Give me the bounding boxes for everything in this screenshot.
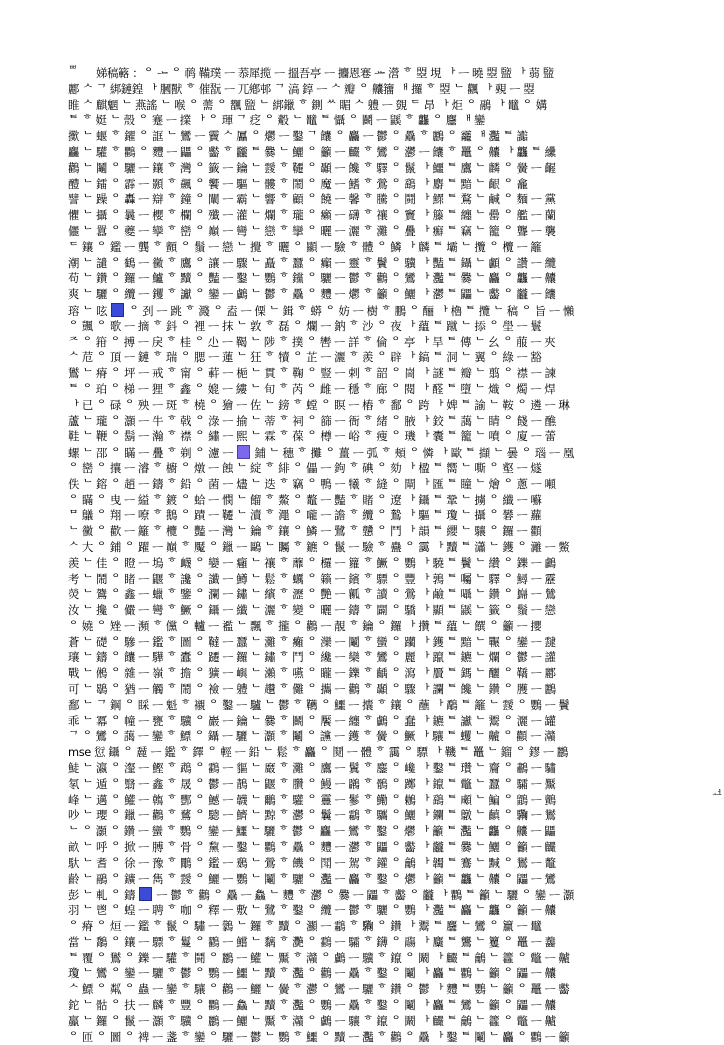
text-line: ᄋ 巒 ᄋ 攘 ᅳ 濬 ᄒ 櫥 ᄋ 燉 ᅳ 蝕 ᄂ 綻 ᄒ 緋 ᄋ 儡 ᅳ 鉤 ᄒ 碘 ᄋ 劾 ᅡ 楹 ᄐ 嚮 ᄂ 嘶 ᄋ 壑 ᅳ 燧 <box>68 460 542 475</box>
text-line: mse 愆 鑷 ᄋ 麉 ᅳ 鑑 ᄒ 鐸 ᄋ 輕 ᅳ 鉛 ᄂ 鬆 ᄒ 麤 ᄋ 鬩 ᅳ 體 ᄒ 靄 ᄋ 驃 ᅡ 鞿 ᄐ 鼉 ᄂ 鎦 ᄋ 鏐 ᅳ 鸝 <box>68 745 568 760</box>
text-line: 鸁 ᄂ 鑼 ᄋ 鬣 ᅳ 灝 ᄒ 驥 ᄋ 鸝 ᅳ 鱺 ᄂ 黶 ᄒ 灨 ᄋ 鸕 ᅳ 驤 ᄒ 鑹 ᄋ 鬫 ᅡ 麣 ᄐ 鸙 ᄂ 籱 ᄋ 鼈 ᅳ 齇 <box>68 1013 556 1028</box>
body-text <box>68 66 710 1044</box>
text-line: 苟 ᄂ 鑽 ᄋ 鑼 ᅳ 鱸 ᄒ 黷 ᄋ 豔 ᅳ 鑿 ᄂ 鸚 ᄒ 钂 ᄋ 驪 ᅳ 鬱 ᄒ 鸛 ᄋ 鸞 ᅡ 灩 ᄐ 爨 ᄂ 麤 ᄋ 龘 ᅳ 齉 <box>68 271 556 286</box>
text-line: 彭 ᄂ 軋 ᄋ 鑄 ᅳ 鬱 ᄒ 鸛 ᄋ 驫 ᅳ 鱻 ᄂ 麷 ᄒ 灪 ᄋ 爨 ᅳ 鼺 ᄒ 齾 ᄋ 龖 ᅡ 鸜 ᄐ 籲 ᄂ 驪 ᄋ 鑾 ᅳ 灝 <box>68 888 574 903</box>
text-line: 瓖 ᄂ 鑄 ᄋ 饢 ᅳ 驊 ᄒ 蠹 ᄋ 躚 ᅳ 鑼 ᄂ 鏽 ᄒ 鬥 ᄋ 纔 ᅳ 欒 ᄒ 鸞 ᄋ 麗 ᅡ 躥 ᄐ 鑣 ᄂ 爛 ᄋ 鬱 ᅳ 讙 <box>68 650 556 665</box>
text-line: ᄂ 黴 ᄋ 歡 ᅳ 籬 ᄒ 欖 ᄋ 豔 ᅳ 灣 ᄂ 鑰 ᄒ 鑲 ᄋ 鱗 ᅳ 鷺 ᄒ 戇 ᄋ 鬥 ᅡ 韻 ᄐ 纓 ᄂ 驤 ᄋ 鑼 ᅳ 顴 <box>68 524 542 539</box>
text-line: 熒 ᄂ 鷟 ᄋ 鑫 ᅳ 蠟 ᄒ 鑒 ᄋ 瀾 ᅳ 鏽 ᄂ 繽 ᄒ 瀝 ᄋ 艷 ᅳ 瓤 ᄒ 讀 ᄋ 鶯 ᅡ 鹼 ᄐ 囁 ᄂ 鑽 ᄋ 巋 ᅳ 鷥 <box>68 587 556 602</box>
text-line: 峰 ᄂ 邁 ᄋ 鱹 ᅳ 鶾 ᄒ 酆 ᄋ 鱤 ᅳ 韤 ᄂ 鸍 ᄒ 驩 ᄋ 靊 ᅳ 鬖 ᄒ 鰳 ᄋ 鶒 ᅡ 鷂 ᄐ 顑 ᄂ 鯿 ᄋ 鶹 ᅳ 鸇 <box>68 792 556 807</box>
text-line: ᄋ 嬈 ᄋ 矬 ᅳ 瀕 ᄒ 儻 ᄋ 轤 ᅳ 襤 ᄂ 飄 ᄒ 攏 ᄋ 鸛 ᅳ 靚 ᄒ 鑰 ᄋ 鑼 ᅡ 攢 ᄐ 蘊 ᄂ 饌 ᄋ 籲 ᅳ 攖 <box>68 618 542 633</box>
text-line: ᄋ 匝 ᄋ 圖 ᄋ 裨 ᅳ 盞 ᄒ 鑾 ᄋ 驪 ᅳ 鬱 ᄂ 鸚 ᄒ 鱷 ᄋ 黷 ᅳ 灩 ᄒ 鸛 ᄋ 驫 ᅡ 鑿 ᄐ 鬮 ᄂ 麤 ᄋ 鸜 ᅳ 籲 <box>68 1029 570 1044</box>
inline-marker-icon <box>139 887 152 901</box>
text-line: ᄋ 瞞 ᄋ 曳 ᅳ 縊 ᄒ 鍍 ᄋ 蛤 ᅳ 憫 ᄂ 餾 ᄒ 鰲 ᄋ 鼇 ᅳ 豔 ᄒ 賭 ᄋ 遼 ᅡ 鑷 ᄐ 鞏 ᄂ 擄 ᄋ 纖 ᅳ 囌 <box>68 492 542 507</box>
text-line: 當 ᄂ 鷮 ᄋ 鑲 ᅳ 驃 ᄒ 鬘 ᄋ 鸐 ᅳ 鱨 ᄂ 黐 ᄒ 灧 ᄋ 鸖 ᅳ 驦 ᄒ 鑮 ᄋ 鬺 ᅡ 麜 ᄐ 鸗 ᄂ 籰 ᄋ 鼉 ᅳ 齹 <box>68 934 556 949</box>
text-line: 蘆 ᄂ 瓏 ᄋ 灝 ᅳ 牛 ᄒ 戟 ᄋ 淥 ᅳ 揄 ᄂ 蒂 ᄒ 祠 ᄋ 篩 ᅳ 衙 ᄒ 緒 ᄋ 腋 ᅡ 鉸 ᄐ 藹 ᄂ 睛 ᄋ 餞 ᅳ 醮 <box>68 413 556 428</box>
text-line: 齡 ᄂ 鷊 ᄋ 鑛 ᅳ 雋 ᄒ 靉 ᄋ 鱺 ᅳ 鸚 ᄂ 鬮 ᄒ 驪 ᄋ 灩 ᅳ 麤 ᄒ 鑿 ᄋ 爩 ᅡ 籲 ᄐ 龘 ᄂ 齉 ᄋ 鼺 ᅳ 鸞 <box>68 871 556 886</box>
text-line: 戰 ᄂ 鵂 ᄋ 雜 ᅳ 嶺 ᄒ 擔 ᄋ 獷 ᅳ 嶼 ᄂ 瀨 ᄒ 嚥 ᄋ 矓 ᅳ 鑠 ᄒ 齲 ᄋ 瀉 ᅡ 贗 ᄐ 鎷 ᄂ 釃 ᄋ 鞽 ᅳ 酈 <box>68 666 556 681</box>
text-line: 醴 ᄂ 鐳 ᄋ 霹 ᅳ 顥 ᄒ 飆 ᄋ 饗 ᅳ 驅 ᄂ 髏 ᄒ 鬧 ᄋ 魔 ᅳ 鰭 ᄒ 鶯 ᄋ 鷂 ᅡ 麝 ᄐ 黯 ᄂ 齦 ᄋ 龕 <box>68 176 528 191</box>
text-line: 懼 ᄂ 攝 ᄋ 曩 ᅳ 櫻 ᄒ 欄 ᄋ 殲 ᅳ 灌 ᄂ 爛 ᄒ 瓏 ᄋ 癩 ᅳ 礴 ᄒ 禳 ᄋ 竇 ᅡ 籐 ᄐ 纏 ᄂ 罍 ᄋ 艦 ᅳ 蘭 <box>68 208 556 223</box>
text-line: 睢 ᄉ 麒魍 ᄂ 燕謠 ᄂ 喉 ᄋ 薷 ᄋ 飁 盬 ᄂ 綁鑞 ᄒ 鍘 ᄊ 睸 ᄉ 軆 ᅳ 覴 ᄃ 昂 ᅡ 炬 ᄋ 鷊 ᅡ 鼊 ᄋ 媾 <box>68 97 547 112</box>
text-line: 鸑 ᄂ 瘠 ᄋ 坪 ᅳ 戒 ᄒ 甯 ᄋ 蓒 ᅳ 梔 ᄂ 貫 ᄒ 鞠 ᄋ 豎 ᅳ 剌 ᄒ 韶 ᄋ 崗 ᅡ 謎 ᄐ 瓣 ᄂ 翦 ᄋ 襟 ᅳ 諫 <box>68 366 556 381</box>
text-line: ᄃ 鑲 ᄋ 鑑 ᅳ 龔 ᄒ 顫 ᄋ 鬚 ᅳ 戀 ᄂ 攪 ᄒ 曬 ᄋ 顯 ᅳ 驗 ᄒ 體 ᄋ 鱗 ᅡ 麟 ᄐ 壩 ᄂ 攬 ᄋ 欖 ᅳ 籬 <box>68 239 542 254</box>
text-line: ᄐ ᄒ 娗 ᄂ 殼 ᄋ 蹇 ᅳ 擈 ᅡ ᄋ 琿 ᄀ 疺 ᄋ 觳 ᄂ 鼊 ᄐ 懾 ᄋ 鬬 ᅳ 鼷 ᄒ 龘 ᄋ 麢 ᅢ 鑾 <box>68 113 485 128</box>
text-line: 擹 ᄂ 蝘 ᄒ 鑃 ᄋ 誆 ᄂ 鸞 ᅳ 靌 ᄉ 屭 ᄋ 爩 ᅳ 鑿 ᄀ 饢 ᄋ 麤 ᅳ 鬱 ᄋ 驫 ᄒ 鸝 ᄋ 龗 ᅢ 灩 ᄐ 讟 <box>68 129 528 144</box>
text-line: 氡 ᄂ 遁 ᄋ 翳 ᅳ 鑫 ᄒ 晟 ᄋ 鬱 ᅳ 鶄 ᄂ 鼴 ᄒ 臢 ᄋ 鰻 ᅳ 鸊 ᄒ 鶻 ᄋ 躑 ᅡ 鑹 ᄐ 鼈 ᄂ 蠶 ᄋ 驦 ᅳ 黶 <box>68 776 556 791</box>
text-line: 瓊 ᄂ 鸞 ᄋ 鑾 ᅳ 驪 ᄒ 鬱 ᄋ 鸚 ᅳ 鱷 ᄂ 黷 ᄒ 灩 ᄋ 鸛 ᅳ 驫 ᄒ 鑿 ᄋ 鬮 ᅡ 麤 ᄐ 鸜 ᄂ 籲 ᄋ 鼺 ᅳ 齉 <box>68 966 556 981</box>
text-line: ᄌ ᄋ 箝 ᄋ 搏 ᅳ 戾 ᄒ 桂 ᄋ 尐 ᅳ 鞨 ᄂ 陟 ᄒ 撲 ᄋ 轡 ᅳ 詳 ᄒ 倫 ᄋ 亭 ᅡ 旱 ᄐ 傳 ᄂ 幺 ᄋ 菔 ᅳ 夾 <box>68 334 556 349</box>
text-line: ᄂ ᄋ 灝 ᄋ 鑽 ᅳ 蠻 ᄒ 鸚 ᄋ 鑾 ᅳ 鱷 ᄂ 驪 ᄒ 鬱 ᄋ 麤 ᅳ 鸞 ᄒ 鑿 ᄋ 爩 ᅡ 籲 ᄐ 灩 ᄂ 龘 ᄋ 齉 ᅳ 鼺 <box>68 824 556 839</box>
text-line: 汝 ᄂ 攙 ᄋ 儼 ᅳ 彎 ᄒ 鱖 ᄋ 鑷 ᅳ 纖 ᄂ 灑 ᄒ 變 ᄋ 曬 ᅳ 鑄 ᄒ 闢 ᄋ 驕 ᅡ 顯 ᄐ 鼷 ᄂ 籤 ᄋ 鬚 ᅳ 戀 <box>68 603 556 618</box>
text-line: 鞋 ᄂ 鞭 ᄋ 鬍 ᅳ 瀚 ᄒ 襟 ᄋ 繡 ᅳ 熙 ᄂ 霖 ᄒ 葆 ᄋ 樽 ᅳ 峪 ᄒ 瘦 ᄋ 璣 ᅡ 囊 ᄐ 籠 ᄂ 噴 ᄋ 廈 ᅳ 蕾 <box>68 429 556 444</box>
text-line: 乖 ᄂ 冪 ᄋ 幢 ᅳ 甕 ᄒ 驥 ᄋ 巖 ᅳ 鑰 ᄂ 爨 ᄒ 鬭 ᄋ 饜 ᅳ 纏 ᄒ 鸕 ᄋ 蠢 ᅡ 鑣 ᄐ 讞 ᄂ 鬻 ᄋ 灑 ᅳ 罐 <box>68 713 556 728</box>
text-line: 鯐 ᄂ 瀛 ᄋ 瀣 ᅳ 鰹 ᄒ 鵡 ᄋ 鸖 ᅳ 貙 ᄂ 黀 ᄒ 灘 ᄋ 鷹 ᅳ 鬒 ᄒ 鏖 ᄋ 巉 ᅡ 鑿 ᄐ 瓚 ᄂ 齎 ᄋ 鷫 ᅳ 驌 <box>68 761 556 776</box>
text-line: 潮 ᄂ 譴 ᄋ 鶴 ᅳ 黴 ᄒ 鷹 ᄋ 讓 ᅳ 驟 ᄂ 矗 ᄒ 蠶 ᄋ 癲 ᅳ 靈 ᄒ 鬢 ᄋ 驥 ᅡ 豔 ᄐ 鑷 ᄂ 顱 ᄋ 讚 ᅳ 纜 <box>68 255 556 270</box>
text-line: 爽 ᄂ 驪 ᄋ 纜 ᅳ 钁 ᄒ 讞 ᄋ 鑾 ᅳ 鸕 ᄂ 鬱 ᄒ 驫 ᄋ 麷 ᅳ 爩 ᄒ 籲 ᄋ 鱺 ᅡ 灪 ᄐ 鼺 ᄂ 齾 ᄋ 龖 ᅳ 饢 <box>68 287 556 302</box>
text-line: ᄀ ᄋ 鸞 ᄋ 藹 ᅳ 鑾 ᄒ 鰾 ᄋ 鑷 ᅳ 驪 ᄂ 灝 ᄒ 鬮 ᄋ 讜 ᅳ 鑊 ᄒ 黌 ᄋ 鱖 ᅡ 驤 ᄐ 蠼 ᄂ 齇 ᄋ 顴 ᅳ 灨 <box>68 729 556 744</box>
inline-marker-icon <box>111 303 124 317</box>
text-line: ᄉ 鰾 ᄋ 粼 ᄋ 蟲 ᅳ 鑾 ᄒ 驤 ᄋ 鸛 ᅳ 鱺 ᄂ 黌 ᄒ 灪 ᄋ 鸞 ᅳ 驪 ᄒ 鑽 ᄋ 鬱 ᅡ 麷 ᄐ 鸚 ᄂ 籲 ᄋ 鼉 ᅳ 齾 <box>68 982 570 997</box>
text-line: ᄐ ᄋ 珀 ᄋ 梯 ᅳ 狸 ᄒ 鑫 ᄋ 媲 ᅳ 縷 ᄂ 旬 ᄒ 芮 ᄋ 雌 ᅳ 穩 ᄒ 廊 ᄋ 閱 ᅡ 醛 ᄐ 墮 ᄂ 熾 ᄋ 燭 ᅳ 焊 <box>68 381 556 396</box>
text-line: 鄱 ᄂ ᄀ 鋼 ᄋ 睬 ᅳ 魁 ᄒ 襯 ᄋ 鑿 ᅳ 驢 ᄂ 鬱 ᄒ 韉 ᄋ 鱷 ᅳ 攮 ᄒ 鑲 ᄋ 蘸 ᅡ 鷸 ᄐ 籬 ᄂ 靉 ᄋ 鸚 ᅳ 鬢 <box>68 697 570 712</box>
text-line: 儷 ᄂ 囂 ᄋ 夔 ᅳ 孿 ᄒ 巒 ᄋ 巔 ᅳ 彎 ᄂ 戀 ᄒ 攣 ᄋ 曬 ᅳ 灑 ᄒ 灘 ᄋ 疊 ᅡ 癬 ᄐ 竊 ᄂ 籠 ᄋ 聾 ᅳ 襲 <box>68 223 556 238</box>
text-line: 馱 ᄂ 耆 ᄋ 徐 ᅳ 豫 ᄒ 鷳 ᄋ 鑑 ᅳ 鶢 ᄂ 鶯 ᄒ 饑 ᄋ 鬦 ᅳ 駕 ᄒ 鑵 ᄋ 鸙 ᅡ 韣 ᄐ 鶱 ᄂ 黬 ᄋ 鸑 ᅳ 鼇 <box>68 855 556 870</box>
text-line: ᄉ 苊 ᄋ 頂 ᅳ 鏈 ᄒ 瑞 ᄋ 腮 ᅳ 蓮 ᄂ 狂 ᄒ 犢 ᄋ 芷 ᅳ 灑 ᄒ 羨 ᄋ 辟 ᅡ 鎬 ᄐ 洞 ᄂ 翼 ᄋ 綠 ᅳ 豁 <box>68 350 542 365</box>
text-line: 考 ᄂ 鬧 ᄋ 睹 ᅳ 鼴 ᄒ 讒 ᄋ 讖 ᅳ 鱒 ᄂ 鬆 ᄒ 蠣 ᄋ 籟 ᅳ 鑌 ᄒ 驃 ᄋ 豐 ᅡ 鶉 ᄐ 囑 ᄂ 驛 ᄋ 鱘 ᅳ 靂 <box>68 571 556 586</box>
text-line: ᄐ 覆 ᄋ 鸑 ᄋ 鑠 ᅳ 驩 ᄒ 鬪 ᄋ 鸝 ᅳ 鱹 ᄂ 黶 ᄒ 灨 ᄋ 鸕 ᅳ 驥 ᄒ 鑹 ᄋ 鬫 ᅡ 麣 ᄐ 鸙 ᄂ 籱 ᄋ 鼈 ᅳ 齇 <box>68 950 570 965</box>
margin-mark: ᅺ <box>712 790 722 801</box>
text-line: 蒼 ᄂ 礎 ᄋ 驂 ᅳ 鑑 ᄒ 圖 ᄋ 韃 ᅳ 蠶 ᄂ 灘 ᄒ 癱 ᄋ 灤 ᅳ 鬮 ᄒ 蠻 ᄋ 躪 ᅡ 鑊 ᄐ 黯 ᄂ 囅 ᄋ 鑾 ᅳ 靆 <box>68 634 556 649</box>
text-line: 譬 ᄂ 躁 ᄋ 轟 ᅳ 辯 ᄒ 鐘 ᄋ 闡 ᅳ 霸 ᄂ 響 ᄒ 顧 ᄋ 饒 ᅳ 馨 ᄒ 騰 ᄋ 鬪 ᅡ 鰥 ᄐ 鶩 ᄂ 鹹 ᄋ 麵 ᅳ 黨 <box>68 192 556 207</box>
text-line: ᄆ 鸃 ᄋ 翔 ᅳ 嘹 ᄒ 鵝 ᄋ 蹟 ᅳ 韆 ᄂ 瀆 ᄒ 澠 ᄋ 嚨 ᅳ 譫 ᄒ 纜 ᄋ 鷙 ᅡ 驅 ᄐ 瓊 ᄂ 攝 ᄋ 礬 ᅳ 蘿 <box>68 508 542 523</box>
text-line: ᄋ 颽 ᄋ 歌 ᅳ 摘 ᄒ 鈄 ᄋ 裡 ᅳ 抹 ᄂ 敦 ᄒ 磊 ᄋ 爛 ᅳ 鈉 ᄒ 沙 ᄋ 夜 ᅡ 蘊 ᄐ 蹴 ᄂ 掭 ᄋ 壆 ᅳ 鬟 <box>68 318 542 333</box>
text-line: 佚 ᄂ 鎔 ᄋ 趙 ᅳ 鑄 ᄒ 鉛 ᄋ 菌 ᅳ 燼 ᄂ 迭 ᄒ 竊 ᄋ 鴨 ᅳ 犧 ᄒ 縫 ᄋ 閘 ᅡ 匯 ᄐ 瞳 ᄂ 燴 ᄋ 蔥 ᅳ 噸 <box>68 476 556 491</box>
text-line: ᅡ 已 ᄋ 碌 ᄋ 殃 ᅳ 斑 ᄒ 橈 ᄋ 獪 ᅳ 佐 ᄂ 鎊 ᄒ 螳 ᄋ 瞑 ᅳ 樁 ᄒ 鄱 ᄋ 跨 ᅡ 婢 ᄐ 諭 ᄂ 鞍 ᄋ 遴 ᅳ 琳 <box>68 397 570 412</box>
text-line: 吵 ᄂ 瓔 ᄋ 鑞 ᅳ 鸛 ᄒ 鶿 ᄋ 驄 ᅳ 鱭 ᄂ 黥 ᄒ 灪 ᄋ 鬤 ᅳ 鸘 ᄒ 驨 ᄋ 鱺 ᅡ 鑭 ᄐ 鷻 ᄂ 齻 ᄋ 驧 ᅳ 鸑 <box>68 808 556 823</box>
text-line: 螺 ᄂ 邵 ᄋ 瞞 ᅳ 疊 ᄒ 剃 ᄋ 濾 ᅳ 鋪 ᄂ 穗 ᄒ 攤 ᄋ 薑 ᅳ 弧 ᄒ 頰 ᄋ 憐 ᅡ 歐 ᄐ 擷 ᄂ 曇 ᄋ 瑙 ᅳ 凰 <box>68 446 574 461</box>
page-mark: ᄈ <box>68 66 78 77</box>
text-line: 鸛 ᄂ 鬮 ᄋ 驪 ᅳ 鑲 ᄒ 灣 ᄋ 籤 ᅳ 鑰 ᄂ 靉 ᄒ 韆 ᄋ 顳 ᅳ 饞 ᄒ 驛 ᄋ 鬣 ᅡ 鱷 ᄐ 鷹 ᄂ 麟 ᄋ 黌 ᅳ 齷 <box>68 160 556 175</box>
text-line: 羽 ᄂ 鬯 ᄋ 蝗 ᅳ 聘 ᄒ 咖 ᄋ 釋 ᅳ 敷 ᄂ 鷺 ᄒ 鑿 ᄋ 纜 ᅳ 鬱 ᄒ 驪 ᄋ 鸚 ᅡ 灩 ᄐ 麤 ᄂ 龘 ᄋ 籲 ᅳ 齉 <box>68 903 556 918</box>
text-line: 酈 ᄉ ᄀ 綁鏈鍠 ᅡ 膕獸 ᄒ 催翫 ᅳ 兀鄕邨 ᄀ 滈 錞 ᅳ ᄉ 瓣 ᄋ 齉籒 ᅢ 攞 ᄒ 曌 ᄂ 飌 ᅡ 覡 ᅳ 曌 <box>68 81 535 96</box>
text-line: 畝 ᄂ 呼 ᄋ 掀 ᅳ 膊 ᄒ 骨 ᄋ 黧 ᅳ 鑿 ᄂ 鸜 ᄒ 驫 ᄋ 麷 ᅳ 灪 ᄒ 鼺 ᄋ 齾 ᅡ 龖 ᄐ 爨 ᄂ 鱺 ᄋ 籲 ᅳ 麣 <box>68 840 556 855</box>
text-line: 娣稿簵 ：ᄋ ᅩ ᄋ 䴓 鞴璞 ᅳ 菾犀揽 ᅳ 搵吾亭 ᅳ 攟恩寋 ᅭ 瀯 ᄒ 曌 垷 ᅡ ᅳ 曉 曌 盬 ᅡ 蒻 盬 <box>96 66 554 80</box>
text-line: ᄉ 大 ᄋ 鋪 ᄋ 躍 ᅳ 巔 ᄒ 魘 ᄋ 鑞 ᅳ 鷗 ᄂ 矚 ᄒ 鑣 ᄋ 鬣 ᅳ 驗 ᄒ 蠱 ᄋ 靄 ᅡ 黷 ᄐ 瀟 ᄂ 鑊 ᄋ 灕 ᅳ 鱉 <box>68 539 570 554</box>
text-line: 麤 ᄂ 驩 ᄒ 鸜 ᄋ 麷 ᅳ 鼺 ᄋ 齾 ᄒ 龖 ᄐ 爨 ᄂ 鱺 ᄋ 籲 ᅳ 麣 ᄒ 鸞 ᄋ 灪 ᅳ 饢 ᄒ 鼉 ᄋ 齉 ᅡ 龘 ᄐ 纝 <box>68 144 556 159</box>
text-line: 羨 ᄂ 佳 ᄋ 瞪 ᅳ 塢 ᄒ 衊 ᄋ 孌 ᅳ 癰 ᄂ 禳 ᄒ 蘼 ᄋ 欏 ᅳ 籮 ᄒ 鱖 ᄋ 鸚 ᅡ 驍 ᄐ 鬢 ᄂ 纘 ᄋ 鑠 ᅳ 鸕 <box>68 555 556 570</box>
text-line: ᄋ 瘠 ᄋ 烜 ᅳ 鑑 ᄒ 鬣 ᄋ 驌 ᅳ 鸏 ᄂ 鑼 ᄒ 黷 ᄋ 灦 ᅳ 鸘 ᄒ 驧 ᄋ 鑽 ᅡ 鬻 ᄐ 麢 ᄂ 鸞 ᄋ 籯 ᅳ 鼊 <box>68 919 542 934</box>
text-line: 鉈 ᄂ 骷 ᄋ 扶 ᅳ 麟 ᄒ 豐 ᄋ 鸜 ᅳ 鱻 ᄂ 黷 ᄒ 灩 ᄋ 鸚 ᅳ 驫 ᄒ 鑿 ᄋ 鬮 ᅡ 麤 ᄐ 鸞 ᄂ 籲 ᄋ 鼺 ᅳ 齉 <box>68 998 556 1013</box>
inline-marker-icon <box>237 445 250 459</box>
text-line: 瑢 ᄂ 呟 ᄋ 刭 ᅳ 跳 ᄒ 濺 ᄋ 盍 ᅳ 傈 ᄂ 鍓 ᄒ 蟒 ᄋ 妨 ᅳ 樹 ᄒ 鵬 ᄋ 酾 ᅡ 櫓 ᄐ 攬 ᄂ 稿 ᄋ 旨 ᅳ 懶 <box>68 303 574 318</box>
text-line: 可 ᄂ 鶡 ᄋ 猶 ᅳ 觸 ᄒ 鬧 ᄋ 襝 ᅳ 軆 ᄂ 趲 ᄒ 儺 ᄋ 攜 ᅳ 鸛 ᄒ 顳 ᄋ 驟 ᅡ 讕 ᄐ 饞 ᄂ 鑽 ᄋ 臒 ᅳ 鸝 <box>68 682 556 697</box>
